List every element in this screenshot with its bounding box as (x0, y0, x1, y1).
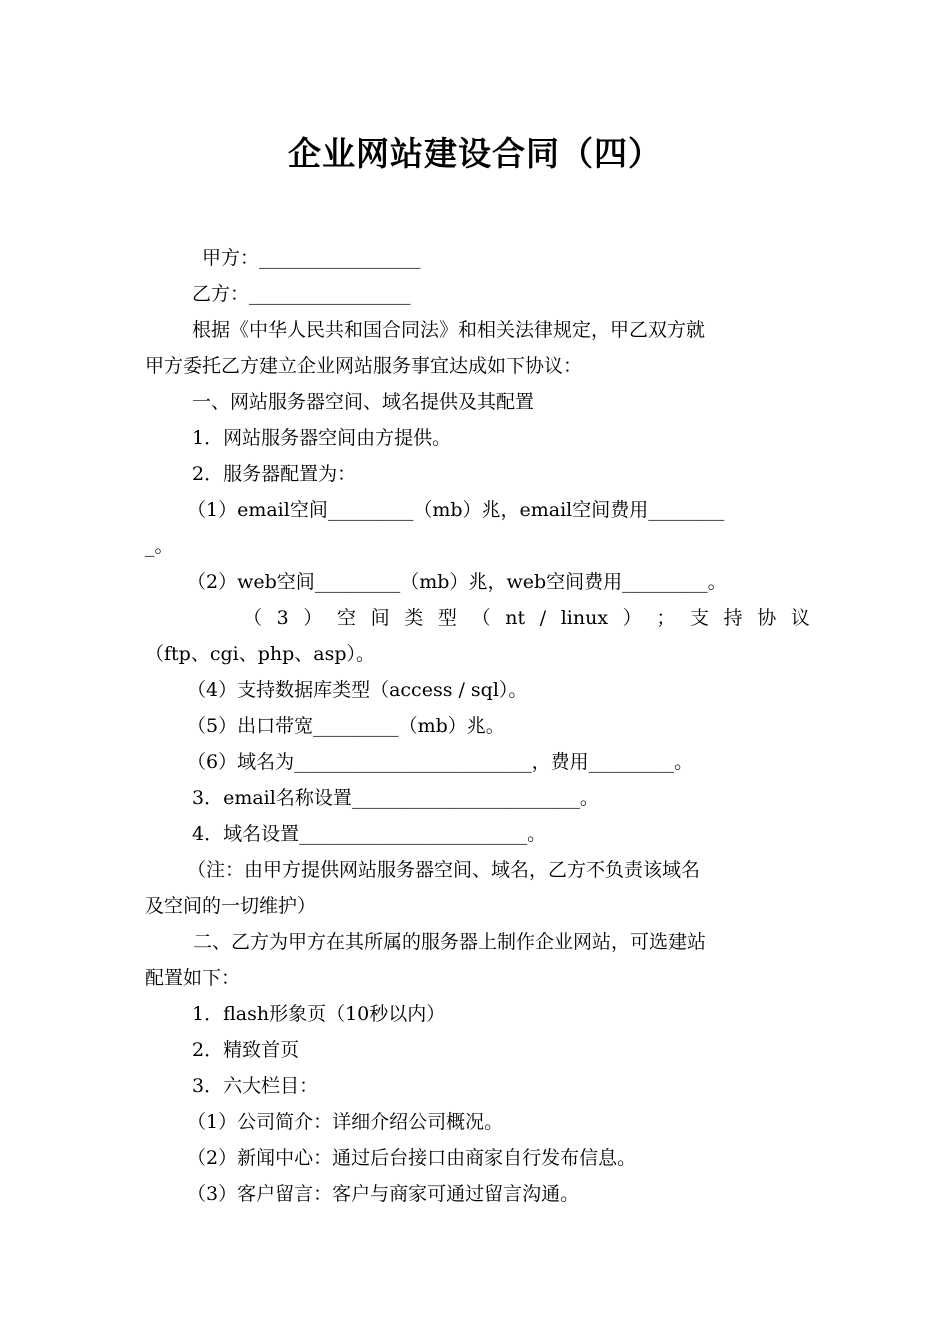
note-line-continued: 及空间的一切维护） (145, 895, 317, 917)
list-item: 4．域名设置________________________。 (192, 823, 547, 845)
list-item: （1）公司简介：详细介绍公司概况。 (187, 1111, 504, 1133)
justified-part: 协 (757, 607, 777, 629)
justified-part: 持 (723, 607, 743, 629)
party-b-line: 乙方：_________________ (192, 283, 411, 305)
list-item: 1．flash形象页（10秒以内） (192, 1003, 446, 1025)
list-item: 2．精致首页 (192, 1039, 300, 1061)
paragraph-line: 甲方委托乙方建立企业网站服务事宜达成如下协议： (145, 355, 583, 377)
list-item: 3．email名称设置________________________。 (192, 787, 599, 809)
justified-part: ； (656, 607, 676, 629)
justified-part: nt (505, 607, 526, 629)
list-item: （6）域名为_________________________，费用_________。 (187, 751, 694, 773)
paragraph-line: 根据《中华人民共和国合同法》和相关法律规定，甲乙双方就 (192, 319, 706, 341)
note-line: （注：由甲方提供网站服务器空间、域名，乙方不负责该域名 (187, 859, 701, 881)
list-item: （1）email空间_________（mb）兆，email空间费用________ (187, 499, 725, 521)
justified-part: 空 (337, 607, 357, 629)
justified-part: 议 (790, 607, 810, 629)
list-item: （5）出口带宽_________（mb）兆。 (187, 715, 505, 737)
section-heading-continued: 配置如下： (145, 967, 241, 989)
justified-part: ） (622, 607, 642, 629)
list-item: 2．服务器配置为： (192, 463, 357, 485)
justified-part: 间 (370, 607, 390, 629)
justified-part: / (539, 607, 547, 629)
list-item: （3）客户留言：客户与商家可通过留言沟通。 (187, 1183, 580, 1205)
list-item: （2）新闻中心：通过后台接口由商家自行发布信息。 (187, 1147, 637, 1169)
justified-list-item (145, 600, 810, 636)
document-title: 企业网站建设合同（四） (288, 134, 662, 173)
list-item: 1．网站服务器空间由方提供。 (192, 427, 452, 449)
section-heading: 二、乙方为甲方在其所属的服务器上制作企业网站，可选建站 (193, 931, 707, 953)
section-heading: 一、网站服务器空间、域名提供及其配置 (192, 391, 535, 413)
justified-part: （ (471, 607, 491, 629)
document-body (145, 240, 810, 1212)
party-a-line: 甲方：_________________ (202, 247, 421, 269)
list-item-continued: _。 (145, 535, 174, 557)
justified-part: 支 (689, 607, 709, 629)
justified-part: linux (560, 607, 609, 629)
list-item: （2）web空间_________（mb）兆，web空间费用_________。 (187, 571, 727, 593)
list-item: （4）支持数据库类型（access / sql）。 (187, 679, 528, 701)
list-item-continued: （ftp、cgi、php、asp）。 (145, 643, 376, 665)
justified-part: （ (243, 607, 263, 629)
justified-part: ） (303, 607, 323, 629)
justified-part: 3 (276, 607, 289, 629)
justified-part: 型 (437, 607, 457, 629)
list-item: 3．六大栏目： (192, 1075, 319, 1097)
justified-part: 类 (404, 607, 424, 629)
